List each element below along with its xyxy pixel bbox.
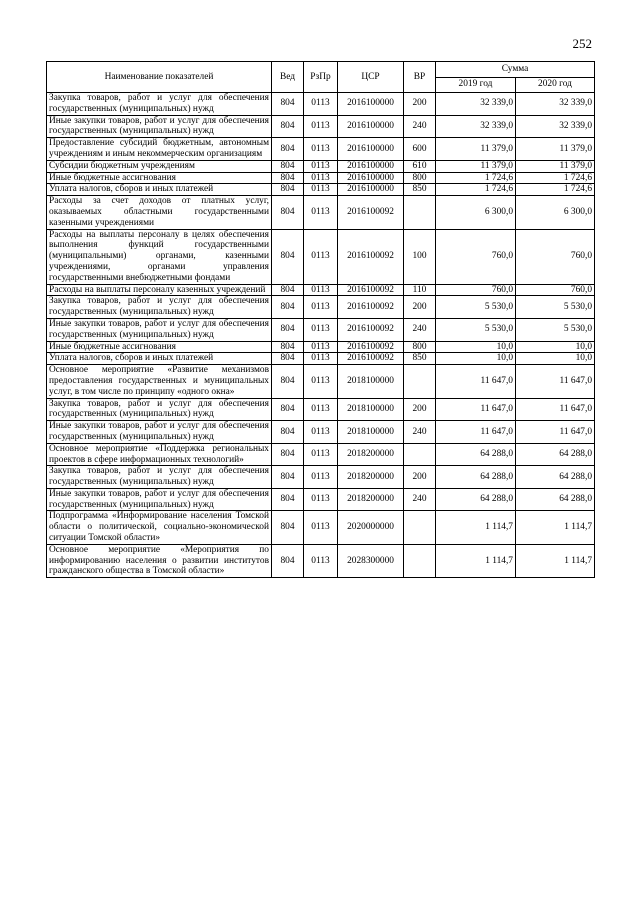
row-vr: 240: [404, 488, 436, 511]
row-sum-2020: 1 114,7: [516, 544, 595, 577]
header-name: Наименование показателей: [47, 62, 272, 93]
row-rzpr: 0113: [304, 172, 338, 184]
row-csr: 2016100000: [338, 93, 404, 116]
row-ved: 804: [272, 341, 304, 353]
row-ved: 804: [272, 229, 304, 284]
row-csr: 2018200000: [338, 466, 404, 489]
row-name: Основное мероприятие «Мероприятия по информированию населения о развитии институтов гражданского общества в Томской области»: [47, 544, 272, 577]
table-row: [47, 398, 595, 421]
row-sum-2019: 64 288,0: [436, 466, 516, 489]
row-name: Иные закупки товаров, работ и услуг для обеспечения государственных (муниципальных) нужд: [47, 318, 272, 341]
row-rzpr: 0113: [304, 284, 338, 296]
row-sum-2020: 11 647,0: [516, 398, 595, 421]
row-sum-2019: 1 114,7: [436, 511, 516, 544]
row-name: Уплата налогов, сборов и иных платежей: [47, 184, 272, 196]
row-name: Иные закупки товаров, работ и услуг для обеспечения государственных (муниципальных) нужд: [47, 115, 272, 138]
row-ved: 804: [272, 421, 304, 444]
row-vr: 850: [404, 353, 436, 365]
row-vr: 110: [404, 284, 436, 296]
row-sum-2019: 5 530,0: [436, 296, 516, 319]
row-sum-2020: 64 288,0: [516, 466, 595, 489]
row-rzpr: 0113: [304, 296, 338, 319]
row-sum-2020: 10,0: [516, 341, 595, 353]
row-name: Закупка товаров, работ и услуг для обеспечения государственных (муниципальных) нужд: [47, 93, 272, 116]
row-vr: 240: [404, 421, 436, 444]
row-ved: 804: [272, 443, 304, 466]
row-rzpr: 0113: [304, 318, 338, 341]
table-row: [47, 353, 595, 365]
row-sum-2020: 1 724,6: [516, 172, 595, 184]
row-sum-2019: 10,0: [436, 341, 516, 353]
row-sum-2020: 1 724,6: [516, 184, 595, 196]
row-name: Закупка товаров, работ и услуг для обеспечения государственных (муниципальных) нужд: [47, 398, 272, 421]
row-ved: 804: [272, 296, 304, 319]
header-csr: ЦСР: [338, 62, 404, 93]
row-rzpr: 0113: [304, 138, 338, 161]
header-rzpr: РзПр: [304, 62, 338, 93]
row-csr: 2016100000: [338, 172, 404, 184]
row-csr: 2028300000: [338, 544, 404, 577]
row-vr: 200: [404, 466, 436, 489]
table-row: [47, 296, 595, 319]
row-vr: [404, 544, 436, 577]
table-row: [47, 160, 595, 172]
row-vr: 610: [404, 160, 436, 172]
row-sum-2020: 10,0: [516, 353, 595, 365]
table-row: [47, 196, 595, 229]
header-sum: Сумма: [436, 62, 595, 78]
table-row: [47, 511, 595, 544]
table-row: [47, 115, 595, 138]
row-rzpr: 0113: [304, 353, 338, 365]
page-number: 252: [572, 36, 592, 51]
row-name: Закупка товаров, работ и услуг для обеспечения государственных (муниципальных) нужд: [47, 466, 272, 489]
row-name: Расходы на выплаты персоналу в целях обеспечения выполнения функций государственными (муниципальными) органами, казенными учреждениями, органами управления государственными внебюджетными фондами: [47, 229, 272, 284]
table-row: [47, 365, 595, 398]
row-sum-2019: 11 379,0: [436, 138, 516, 161]
row-csr: 2016100092: [338, 284, 404, 296]
row-ved: 804: [272, 138, 304, 161]
row-sum-2020: 64 288,0: [516, 488, 595, 511]
row-vr: 800: [404, 341, 436, 353]
row-csr: 2020000000: [338, 511, 404, 544]
table-row: [47, 443, 595, 466]
row-csr: 2016100092: [338, 353, 404, 365]
row-ved: 804: [272, 353, 304, 365]
row-csr: 2018100000: [338, 421, 404, 444]
table-row: [47, 544, 595, 577]
row-rzpr: 0113: [304, 184, 338, 196]
row-vr: 200: [404, 296, 436, 319]
row-csr: 2018200000: [338, 488, 404, 511]
row-ved: 804: [272, 488, 304, 511]
row-rzpr: 0113: [304, 544, 338, 577]
row-sum-2020: 64 288,0: [516, 443, 595, 466]
row-sum-2020: 11 379,0: [516, 138, 595, 161]
row-csr: 2016100092: [338, 341, 404, 353]
row-rzpr: 0113: [304, 421, 338, 444]
row-sum-2019: 1 724,6: [436, 172, 516, 184]
row-sum-2019: 760,0: [436, 284, 516, 296]
row-csr: 2016100000: [338, 160, 404, 172]
row-csr: 2016100000: [338, 184, 404, 196]
row-vr: 600: [404, 138, 436, 161]
row-vr: 100: [404, 229, 436, 284]
row-sum-2019: 760,0: [436, 229, 516, 284]
table-row: [47, 229, 595, 284]
row-ved: 804: [272, 318, 304, 341]
row-sum-2019: 10,0: [436, 353, 516, 365]
row-ved: 804: [272, 172, 304, 184]
row-sum-2019: 64 288,0: [436, 488, 516, 511]
row-sum-2020: 5 530,0: [516, 318, 595, 341]
row-ved: 804: [272, 544, 304, 577]
row-sum-2020: 5 530,0: [516, 296, 595, 319]
row-name: Иные закупки товаров, работ и услуг для обеспечения государственных (муниципальных) нужд: [47, 421, 272, 444]
row-csr: 2016100092: [338, 229, 404, 284]
row-sum-2020: 6 300,0: [516, 196, 595, 229]
row-sum-2019: 6 300,0: [436, 196, 516, 229]
table-row: [47, 284, 595, 296]
row-vr: [404, 365, 436, 398]
row-ved: 804: [272, 284, 304, 296]
row-csr: 2018200000: [338, 443, 404, 466]
row-sum-2020: 760,0: [516, 284, 595, 296]
header-ved: Вед: [272, 62, 304, 93]
table-body: [47, 93, 595, 578]
row-name: Основное мероприятие «Поддержка региональных проектов в сфере информационных технологий»: [47, 443, 272, 466]
row-ved: 804: [272, 398, 304, 421]
row-rzpr: 0113: [304, 160, 338, 172]
row-vr: 800: [404, 172, 436, 184]
row-csr: 2016100092: [338, 318, 404, 341]
table-row: [47, 466, 595, 489]
row-rzpr: 0113: [304, 93, 338, 116]
row-vr: 200: [404, 93, 436, 116]
row-sum-2020: 11 647,0: [516, 421, 595, 444]
row-sum-2019: 1 114,7: [436, 544, 516, 577]
table-row: [47, 184, 595, 196]
row-ved: 804: [272, 115, 304, 138]
row-vr: [404, 443, 436, 466]
row-sum-2019: 11 647,0: [436, 421, 516, 444]
header-vr: ВР: [404, 62, 436, 93]
row-ved: 804: [272, 511, 304, 544]
row-csr: 2016100092: [338, 196, 404, 229]
row-rzpr: 0113: [304, 398, 338, 421]
row-vr: [404, 196, 436, 229]
row-name: Расходы на выплаты персоналу казенных учреждений: [47, 284, 272, 296]
row-sum-2020: 32 339,0: [516, 93, 595, 116]
row-rzpr: 0113: [304, 488, 338, 511]
row-sum-2020: 760,0: [516, 229, 595, 284]
row-vr: 200: [404, 398, 436, 421]
row-rzpr: 0113: [304, 229, 338, 284]
row-name: Подпрограмма «Информирование населения Томской области о политической, социально-экономической ситуации Томской области»: [47, 511, 272, 544]
row-vr: 850: [404, 184, 436, 196]
row-ved: 804: [272, 93, 304, 116]
header-2019: 2019 год: [436, 77, 516, 93]
row-rzpr: 0113: [304, 341, 338, 353]
row-csr: 2018100000: [338, 398, 404, 421]
row-name: Иные закупки товаров, работ и услуг для обеспечения государственных (муниципальных) нужд: [47, 488, 272, 511]
row-sum-2020: 32 339,0: [516, 115, 595, 138]
row-name: Закупка товаров, работ и услуг для обеспечения государственных (муниципальных) нужд: [47, 296, 272, 319]
row-name: Основное мероприятие «Развитие механизмов предоставления государственных и муниципальных услуг, в том числе по принципу «одного окна»: [47, 365, 272, 398]
row-rzpr: 0113: [304, 443, 338, 466]
row-rzpr: 0113: [304, 365, 338, 398]
budget-table: [46, 61, 595, 578]
row-name: Расходы за счет доходов от платных услуг, оказываемых областными государственными казенными учреждениями: [47, 196, 272, 229]
row-ved: 804: [272, 184, 304, 196]
row-rzpr: 0113: [304, 511, 338, 544]
table-row: [47, 318, 595, 341]
row-sum-2020: 11 379,0: [516, 160, 595, 172]
row-name: Иные бюджетные ассигнования: [47, 341, 272, 353]
row-csr: 2016100000: [338, 138, 404, 161]
row-rzpr: 0113: [304, 466, 338, 489]
row-vr: 240: [404, 318, 436, 341]
row-sum-2019: 32 339,0: [436, 115, 516, 138]
row-sum-2019: 11 647,0: [436, 398, 516, 421]
row-name: Иные бюджетные ассигнования: [47, 172, 272, 184]
table-row: [47, 138, 595, 161]
row-rzpr: 0113: [304, 196, 338, 229]
row-vr: 240: [404, 115, 436, 138]
row-csr: 2018100000: [338, 365, 404, 398]
table-row: [47, 421, 595, 444]
row-ved: 804: [272, 365, 304, 398]
header-2020: 2020 год: [516, 77, 595, 93]
row-sum-2019: 5 530,0: [436, 318, 516, 341]
row-name: Предоставление субсидий бюджетным, автономным учреждениям и иным некоммерческим организациям: [47, 138, 272, 161]
row-ved: 804: [272, 466, 304, 489]
row-csr: 2016100092: [338, 296, 404, 319]
table-row: [47, 341, 595, 353]
row-sum-2019: 11 647,0: [436, 365, 516, 398]
row-sum-2019: 64 288,0: [436, 443, 516, 466]
row-sum-2019: 32 339,0: [436, 93, 516, 116]
row-csr: 2016100000: [338, 115, 404, 138]
row-name: Уплата налогов, сборов и иных платежей: [47, 353, 272, 365]
table-header: [47, 62, 595, 93]
row-rzpr: 0113: [304, 115, 338, 138]
row-sum-2019: 11 379,0: [436, 160, 516, 172]
row-sum-2020: 11 647,0: [516, 365, 595, 398]
table-row: [47, 172, 595, 184]
row-vr: [404, 511, 436, 544]
row-ved: 804: [272, 196, 304, 229]
row-sum-2019: 1 724,6: [436, 184, 516, 196]
row-sum-2020: 1 114,7: [516, 511, 595, 544]
row-name: Субсидии бюджетным учреждениям: [47, 160, 272, 172]
table-row: [47, 488, 595, 511]
table-row: [47, 93, 595, 116]
row-ved: 804: [272, 160, 304, 172]
